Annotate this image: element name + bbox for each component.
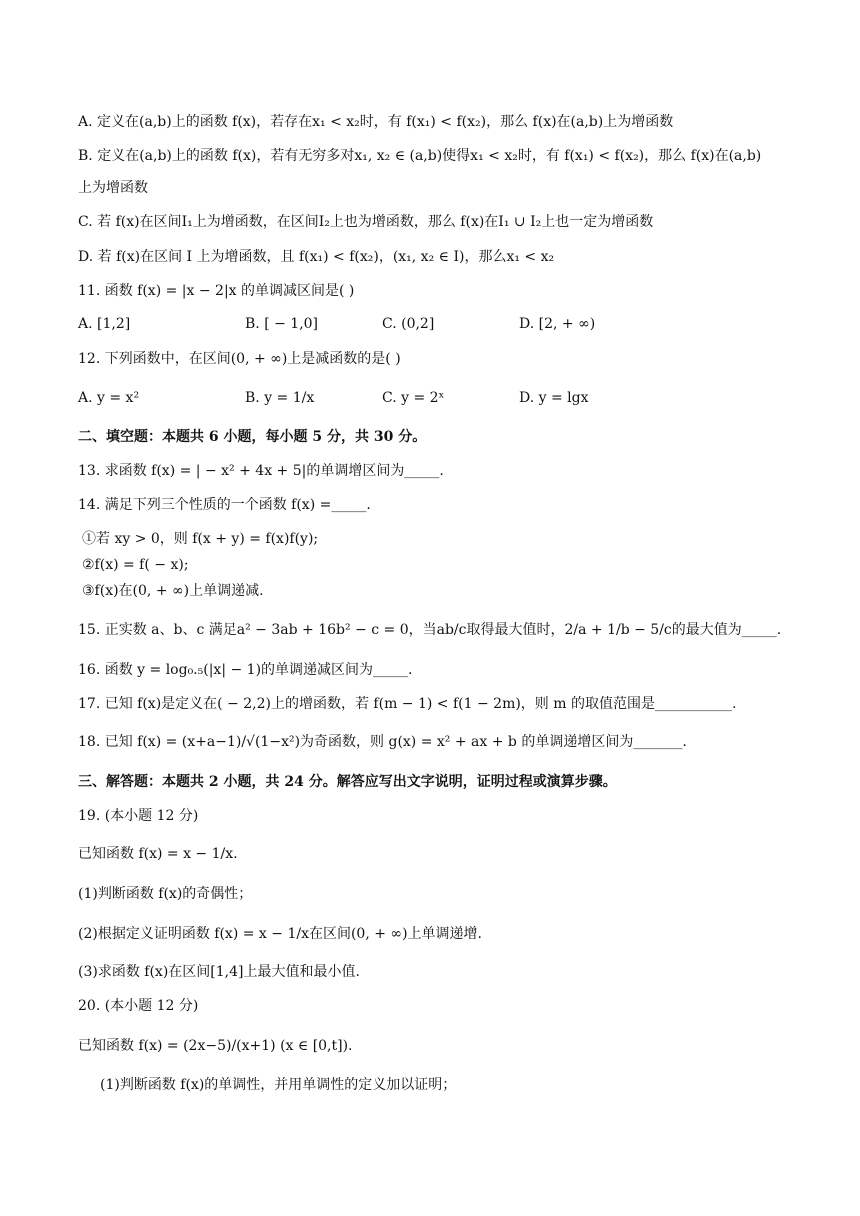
q20-part-1: (1)判断函数 f(x)的单调性，并用单调性的定义加以证明； (100, 1077, 457, 1093)
section-2-heading: 二、填空题：本题共 6 小题，每小题 5 分，共 30 分。 (78, 429, 427, 445)
q11-option-c: C. (0,2] (382, 316, 435, 332)
q19-heading: 19. (本小题 12 分) (78, 808, 199, 824)
q10-option-b-line2: 上为增函数 (78, 180, 148, 196)
q20-given: 已知函数 f(x) = (2x−5)/(x+1) (x ∈ [0,t]). (78, 1038, 353, 1054)
q10-option-c: C. 若 f(x)在区间I₁上为增函数，在区间I₂上也为增函数，那么 f(x)在I₁ ∪ I₂上也一定为增函数 (78, 214, 654, 230)
q14-stem: 14. 满足下列三个性质的一个函数 f(x) =_____. (78, 497, 371, 513)
q12-stem: 12. 下列函数中，在区间(0, + ∞)上是减函数的是( ) (78, 351, 401, 367)
q12-option-b: B. y = 1/x (245, 390, 315, 406)
q19-given: 已知函数 f(x) = x − 1/x. (78, 846, 238, 862)
q10-option-b-line1: B. 定义在(a,b)上的函数 f(x)，若有无穷多对x₁, x₂ ∈ (a,b)使得x₁ < x₂时，有 f(x₁) < f(x₂)，那么 f(x)在(a,b) (78, 148, 762, 164)
q11-stem: 11. 函数 f(x) = |x − 2|x 的单调减区间是( ) (78, 283, 355, 299)
q20-heading: 20. (本小题 12 分) (78, 998, 199, 1014)
q17: 17. 已知 f(x)是定义在( − 2,2)上的增函数，若 f(m − 1) < f(1 − 2m)，则 m 的取值范围是___________. (78, 696, 737, 712)
q11-option-d: D. [2, + ∞) (519, 316, 596, 332)
q19-part-1: (1)判断函数 f(x)的奇偶性； (78, 886, 253, 902)
q19-part-3: (3)求函数 f(x)在区间[1,4]上最大值和最小值. (78, 964, 360, 980)
q19-part-2: (2)根据定义证明函数 f(x) = x − 1/x在区间(0, + ∞)上单调递增. (78, 926, 482, 942)
q10-option-d: D. 若 f(x)在区间 I 上为增函数，且 f(x₁) < f(x₂)，(x₁, x₂ ∈ I)，那么x₁ < x₂ (78, 249, 555, 265)
q16: 16. 函数 y = log₀.₅(|x| − 1)的单调递减区间为_____. (78, 662, 413, 678)
q12-option-c: C. y = 2ˣ (382, 390, 445, 406)
q14-condition-3: ③f(x)在(0, + ∞)上单调递减. (82, 583, 264, 599)
q18: 18. 已知 f(x) = (x+a−1)/√(1−x²)为奇函数，则 g(x) = x² + ax + b 的单调递增区间为_______. (78, 734, 687, 750)
q15: 15. 正实数 a、b、c 满足a² − 3ab + 16b² − c = 0，当ab/c取得最大值时，2/a + 1/b − 5/c的最大值为_____. (78, 622, 782, 638)
q10-option-a: A. 定义在(a,b)上的函数 f(x)，若存在x₁ < x₂时，有 f(x₁) < f(x₂)，那么 f(x)在(a,b)上为增函数 (78, 114, 674, 130)
q12-option-d: D. y = lgx (519, 390, 589, 406)
q13: 13. 求函数 f(x) = | − x² + 4x + 5|的单调增区间为_____. (78, 463, 444, 479)
q11-option-a: A. [1,2] (78, 316, 131, 332)
q14-condition-1: ①若 xy > 0，则 f(x + y) = f(x)f(y); (82, 531, 319, 547)
q11-option-b: B. [ − 1,0] (245, 316, 319, 332)
q14-condition-2: ②f(x) = f( − x); (82, 557, 189, 573)
section-3-heading: 三、解答题：本题共 2 小题，共 24 分。解答应写出文字说明，证明过程或演算步骤。 (78, 774, 617, 790)
q12-option-a: A. y = x² (78, 390, 140, 406)
